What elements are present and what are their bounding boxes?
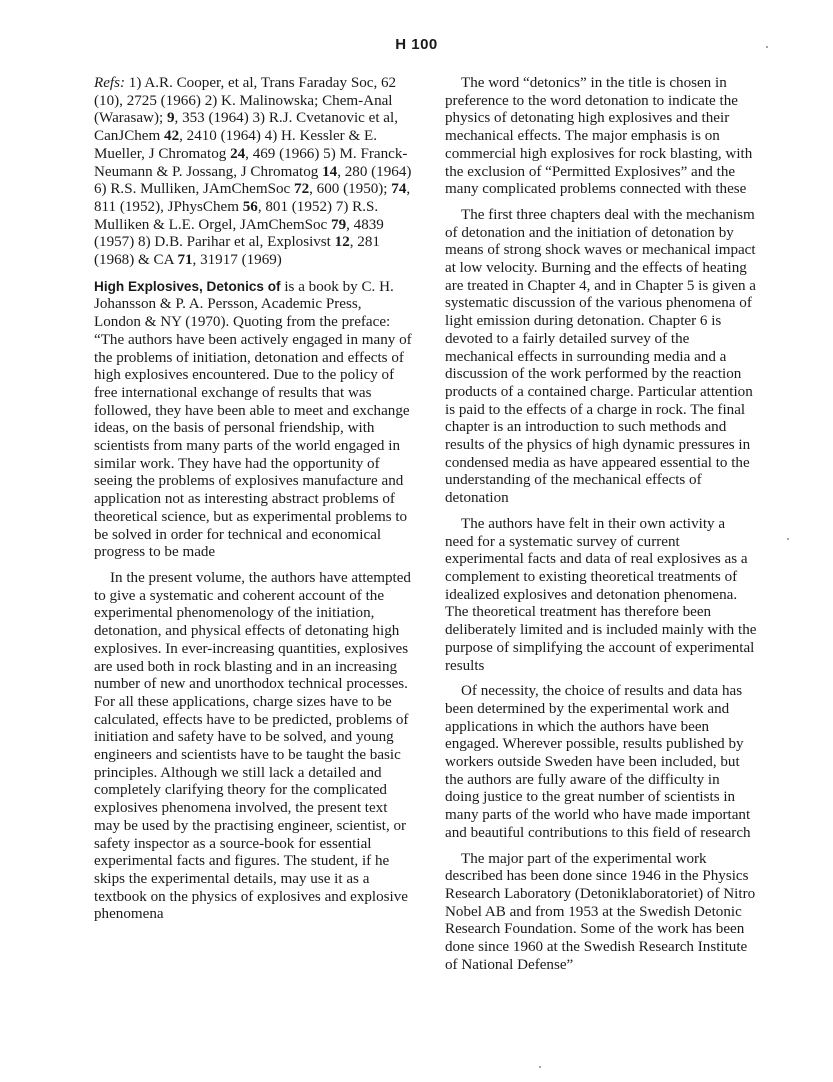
ref-2: 2) K. Malinowska; Chem-Anal (Warasaw); 9, 353 (1964) — [94, 92, 393, 127]
right-paragraph-3: The authors have felt in their own activity a need for a systematic survey of current experimental facts and data of real explosives as a complement to existing theoretical treatments of idealized explosives and detonation phenomena. The theoretical treatment has therefore been deliberately limited and is included mainly with the purpose of simplifying the account of experimental results — [445, 515, 757, 674]
scan-speck — [787, 538, 789, 540]
references-block — [94, 75, 412, 270]
right-paragraph-4: Of necessity, the choice of results and data has been determined by the experimental work and applications in which the authors have been engaged. Wherever possible, results published by workers outside Sweden have been included, but the authors are fully aware of the difficulty in doing justice to the great number of scientists in many parts of the world who have made important and beautiful contributions to this field of research — [445, 683, 751, 841]
ref-5: 5) M. Franck-Neumann & P. Jossang, J Chromatog 14, 280 (1964) — [94, 145, 412, 180]
ref-8: 8) D.B. Parihar et al, Explosivst 12, 281 (1968) & CA 71, 31917 (1969) — [94, 234, 380, 269]
refs-label: Refs: — [94, 75, 126, 91]
left-column — [94, 75, 412, 932]
ref-6: 6) R.S. Mulliken, JAmChemSoc 72, 600 (1950); 74, 811 (1952), JPhysChem 56, 801 (1952) — [94, 181, 411, 215]
right-paragraph-5: The major part of the experimental work described has been done since 1946 in the Physics Research Laboratory (Detoniklaboratoriet) of Nitro Nobel AB and from 1953 at the Swedish Detonic Research Foundation. Some of the work has been done since 1960 at the Swedish Research Institute of National Defense” — [445, 850, 756, 973]
right-paragraph-1: The word “detonics” in the title is chosen in preference to the word detonation to indicate the physics of detonating high explosives and their mechanical effects. The major emphasis is on commercial high explosives for rock blasting, with the exclusion of “Permitted Explosives” and the many complicated problems connected with these — [445, 75, 753, 198]
entry-paragraph — [94, 278, 412, 562]
ref-3: 3) R.J. Cvetanovic et al, CanJChem 42, 2410 (1964) — [94, 110, 398, 145]
right-column — [445, 75, 757, 982]
scan-speck — [766, 46, 768, 48]
ref-1: 1) A.R. Cooper, et al, Trans Faraday Soc, 62 (10), 2725 (1966) — [94, 75, 397, 109]
left-paragraph-2: In the present volume, the authors have attempted to give a systematic and coherent account of the experimental phenomenology of the initiation, detonation, and physical effects of detonating high explosives. In ever-increasing quantities, explosives are used both in rock blasting and in an increasing number of new and unorthodox technical processes. For all these applications, charge sizes have to be calculated, effects have to be predicted, problems of initiation and safety have to be solved, and young engineers and scientists have to be taught the basic principles. Although we still lack a detailed and completely clarifying theory for the complicated explosives phenomena involved, the present text may be used by the practising engineer, scientist, or safety inspector as a source-book for essential experimental facts and figures. The student, if he skips the experimental details, may use it as a textbook on the physics of explosives and explosive phenomena — [94, 569, 411, 923]
ref-4: 4) H. Kessler & E. Mueller, J Chromatog 24, 469 (1966) — [94, 128, 377, 162]
page-header: H 100 — [395, 36, 438, 53]
ref-7: 7) R.S. Mulliken & L.E. Orgel, JAmChemSoc 79, 4839 (1957) — [94, 198, 384, 251]
right-paragraph-2: The first three chapters deal with the mechanism of detonation and the initiation of detonation by means of strong shock waves or mechanical impact at low velocity. Burning and the effects of heating are treated in Chapter 4, and in Chapter 5 is given a systematic discussion of the various phenomena of light emission during detonation. Chapter 6 is devoted to a fairly detailed survey of the mechanical effects in surrounding media and a discussion of the work performed by the reaction products of a contained charge. Particular attention is paid to the effects of a charge in rock. The final chapter is an introduction to such methods and results of the physics of high dynamic pressures in condensed media as have appeared essential to the understanding of the mechanical effects of detonation — [445, 206, 756, 507]
scan-speck — [539, 1066, 541, 1068]
entry-intro: is a book by C. H. Johansson & P. A. Persson, Academic Press, London & NY (1970). Quoting from the preface: “The authors have been actively engaged in many of the problems of initiation, detonation and effects of high explosives encountered. Due to the policy of free international exchange of results that was followed, they have been able to meet and exchange ideas, on the basis of personal friendship, with scientists from many parts of the world engaged in similar work. They have had the opportunity of seeing the problems of explosives manufacture and application not as interesting abstract problems of theoretical science, but as experimental problems to be solved in order for technical and economical progress to be made — [94, 278, 412, 561]
entry-title: High Explosives, Detonics of — [94, 278, 281, 294]
